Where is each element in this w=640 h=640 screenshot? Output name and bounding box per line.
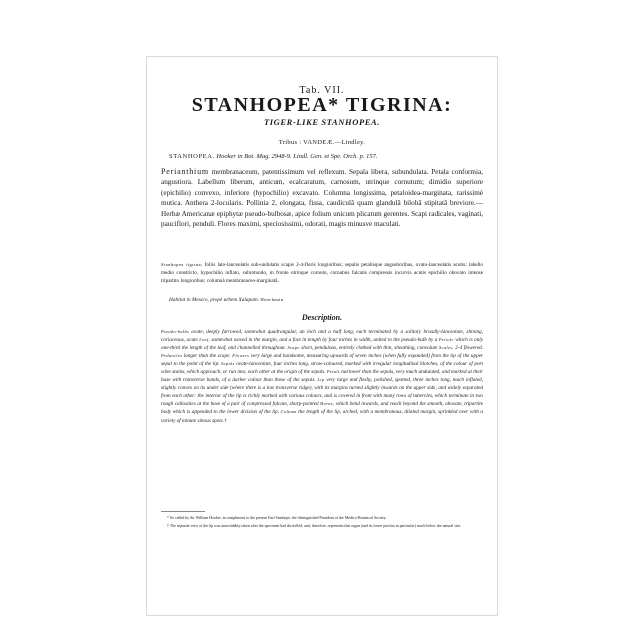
label-lip: Lip bbox=[317, 377, 325, 383]
species-name: Stanhopea tigrina; bbox=[161, 262, 203, 267]
label-scales: Scales, bbox=[438, 345, 454, 351]
habitat-line bbox=[169, 297, 483, 303]
species-title: STANHOPEA* TIGRINA: bbox=[191, 94, 453, 116]
description-body bbox=[161, 328, 483, 425]
desc-text-8: ovate-lanceolate, four inches long, straw-coloured, marked with irregular longitudinal blotches, of the colour of port wine stains, which approach, or run into, each other at the origin of the sepals. bbox=[161, 361, 483, 376]
genus-name: STANHOPEA. bbox=[169, 153, 215, 160]
desc-text-1: ovate, deeply furrowed, somewhat quadrangular, an inch and a half long, each terminated by a solitary broadly-lanceolate, shining, coriaceous, acute bbox=[161, 329, 484, 344]
tribus-line: Tribus : VANDEÆ.—Lindley. bbox=[278, 139, 366, 146]
desc-text-3: which is only one-third the length of the leaf, and channelled throughout. bbox=[161, 337, 484, 352]
desc-text-11: which bend inwards, and reach beyond the smooth, obovate, tripartite body which is appended to the lower division of the lip. bbox=[161, 401, 484, 416]
label-scape: Scape bbox=[287, 345, 300, 351]
label-pseudo-bulbs: Pseudo-bulbs bbox=[161, 329, 190, 334]
desc-text-12: the length of the lip, arched, with a membranous, dilated margin, sprinkled over with a variety of minute sinous spots.† bbox=[161, 409, 484, 424]
label-flowers: Flowers bbox=[232, 353, 250, 359]
footnote-1: * So called by Sir William Hooker, in compliment to the present Earl Stanhope, the distinguished President of the Medico-Botanical Society. bbox=[167, 516, 387, 520]
label-leaf: Leaf, bbox=[199, 337, 210, 343]
species-diagnosis bbox=[161, 261, 483, 285]
plate-number: Tab. VII. bbox=[299, 85, 345, 96]
description-heading: Description. bbox=[301, 313, 343, 322]
habitat-collector: Henchman. bbox=[260, 297, 285, 302]
desc-text-4: short, pendulous, entirely clothed with thin, sheathing, convolute bbox=[301, 345, 438, 352]
label-sepals: Sepals bbox=[221, 361, 235, 367]
footnote-divider bbox=[161, 511, 205, 512]
latin-text: membranaceum, patentissimum vel reflexum. Sepala libera, subundulata. Petala conformia, angustiora. Labellum liberum, anticum, ecalcaratum, carnosum, utrinque cornutum; dimidio superiore (epichilio) convexo, inferiore (hypochilio) excavato. Columna longissima, petaloidea-marginata, rarissimè mutica. Anthera 2-locularis. Pollinia 2, elongata, fissa, caudiculâ quam glandulâ bilobâ stipitatâ breviore.—Herbæ Americanæ epiphytæ pseudo-bulbosæ, apice folium unicum plicatum gerentes. Scapi radicales, vaginati, pauciflori, penduli. Flores maximi, speciosissimi, odorati, magis minusve maculati. bbox=[161, 168, 484, 229]
footnote-2: † The separate view of the lip was unavoidably taken after the specimen had shrivelled, and, therefore, represents that organ (and its lower portion in particular) much below the natural size. bbox=[167, 524, 462, 528]
desc-text-2: somewhat waved in the margin, and a foot in length by four inches in width, united to the pseudo-bulb by a bbox=[211, 337, 438, 344]
desc-text-6: longer than the scape. bbox=[183, 353, 231, 360]
label-petiole: Petiole bbox=[438, 337, 454, 343]
desc-text-5: 2-4 flowered. bbox=[455, 345, 484, 352]
label-petals: Petals bbox=[326, 369, 340, 375]
species-text: foliis lato-lanceolatis sub-undulatis scapis 2-4-floris longioribus; sepalis petalisque angustioribus, ovato-lanceolatis acutis; labello medio constricto, hypochilio inflato, subrotundo, in fronte utrinque cornuto, cornubus falcatis compressis incurvis acutis epichilio obovato intense tripartito longioribus; columnâ membranaceo-marginatâ. bbox=[161, 262, 483, 285]
label-horns: Horns, bbox=[320, 401, 335, 407]
desc-text-10: very large and fleshy, polished, spotted, three inches long, much inflated, slightly convex on its under side (where there is a low transverse ridge), with its margins turned slightly inwards on the upper side, and widely separated from each other: the interior of the lip is richly marked with various colours, and is covered in front with many rows of tubercles, which terminate in two rough callosities at the base of a pair of compressed falcate, sharp-pointed bbox=[161, 377, 483, 408]
plate-page bbox=[146, 56, 498, 616]
latin-lead-word: Perianthium bbox=[161, 167, 209, 176]
genus-citation: Hooker in Bot. Mag. 2948-9. Lindl. Gen. et Spe. Orch. p. 157. bbox=[216, 153, 378, 160]
latin-description bbox=[161, 167, 483, 229]
habitat-text: Habitat in Mexico, propè urbem Xalapam. bbox=[169, 297, 259, 303]
common-name: TIGER-LIKE STANHOPEA. bbox=[263, 117, 381, 127]
desc-text-9: narrower than the sepals, very much undulated, and marked at their base with transverse bands, of a darker colour than those of the sepals. bbox=[161, 369, 483, 384]
label-column: Column bbox=[280, 409, 297, 415]
label-peduncles: Peduncles bbox=[161, 353, 183, 359]
genus-reference bbox=[169, 153, 483, 160]
desc-text-7: very large and handsome, measuring upwards of seven inches (when fully expanded) from the tip of the upper sepal to the point of the lip. bbox=[161, 353, 484, 368]
